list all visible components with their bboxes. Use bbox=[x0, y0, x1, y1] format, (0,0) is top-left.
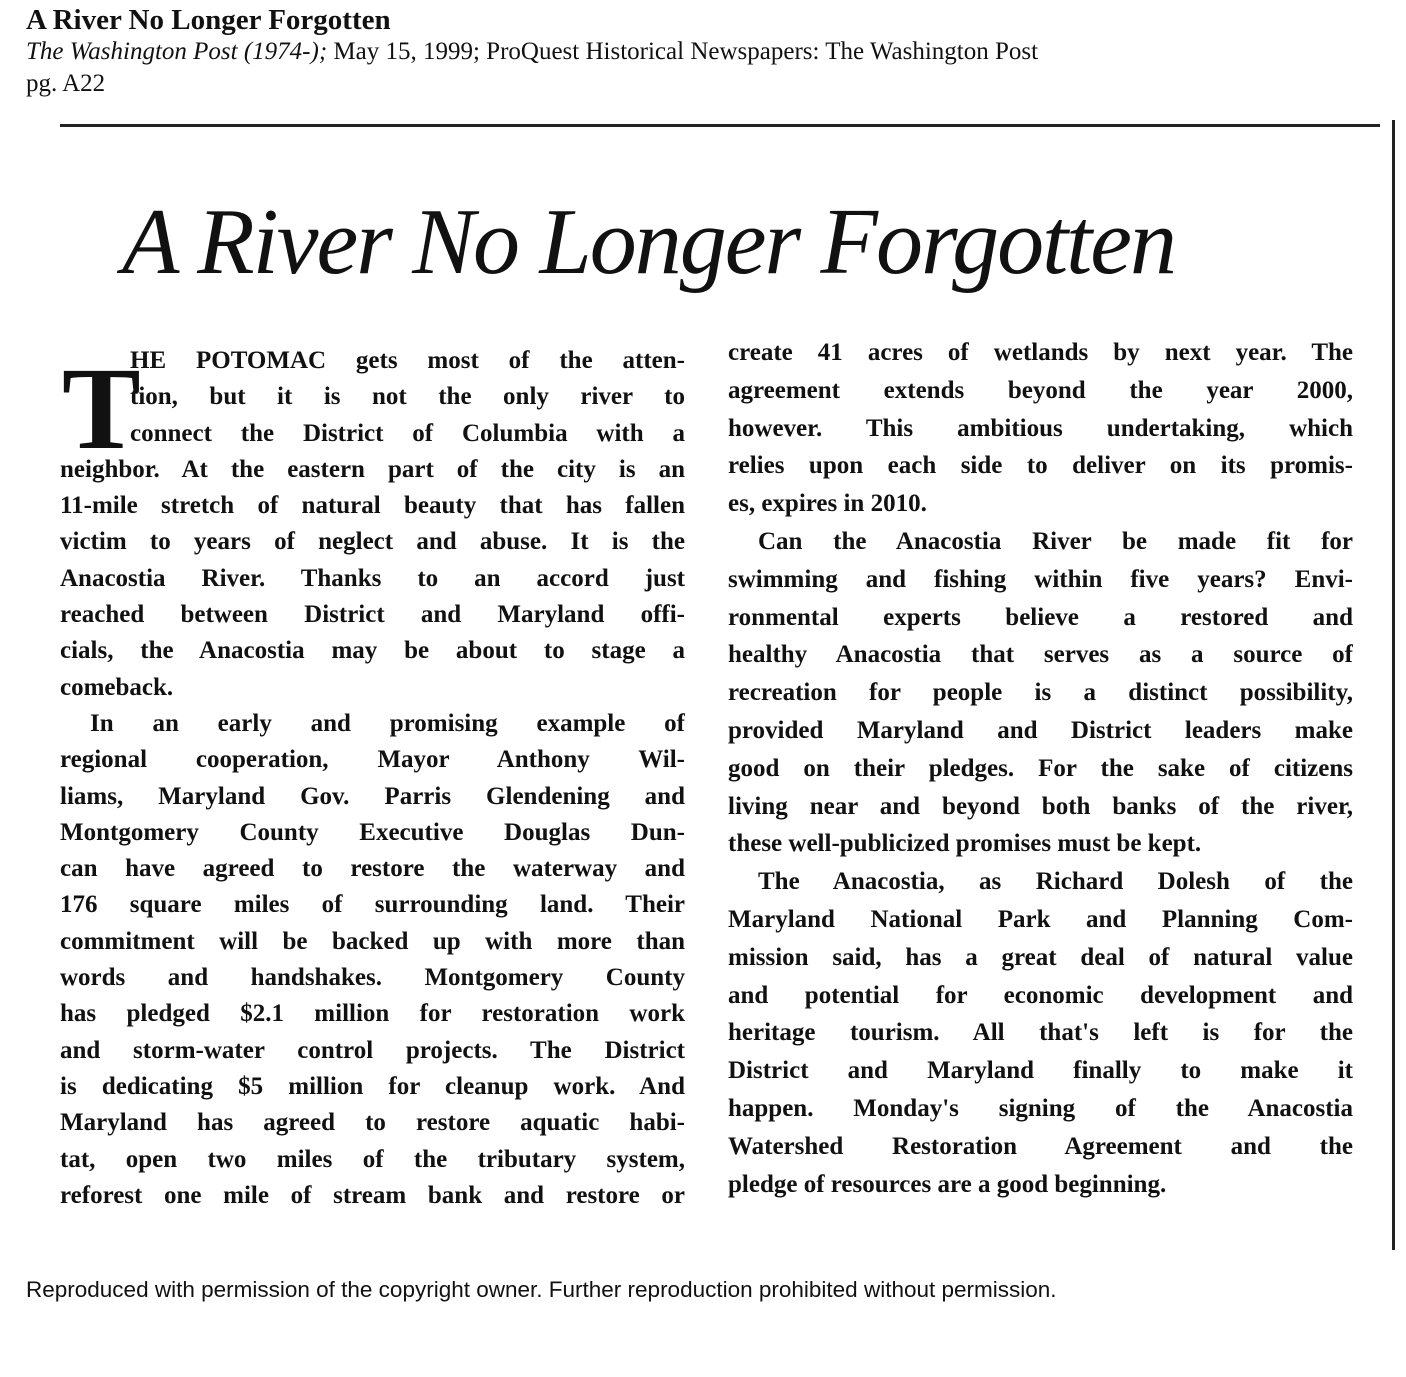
text-line: has pledged $2.1 million for restoration work bbox=[60, 1000, 685, 1028]
text-line: regional cooperation, Mayor Anthony Wil- bbox=[60, 746, 685, 774]
text-line: neighbor. At the eastern part of the city is an bbox=[60, 455, 685, 483]
article-column-right bbox=[728, 334, 1353, 1203]
document-title: A River No Longer Forgotten bbox=[26, 4, 391, 36]
text-line: ronmental experts believe a restored and bbox=[728, 603, 1353, 631]
text-line: es, expires in 2010. bbox=[728, 490, 927, 518]
text-line: pledge of resources are a good beginning. bbox=[728, 1170, 1167, 1198]
paragraph bbox=[728, 863, 1353, 1203]
text-line: good on their pledges. For the sake of citizens bbox=[728, 754, 1353, 782]
text-line: connect the District of Columbia with a bbox=[130, 419, 685, 447]
text-line: agreement extends beyond the year 2000, bbox=[728, 376, 1353, 404]
text-line: create 41 acres of wetlands by next year. The bbox=[728, 339, 1353, 366]
text-line: Montgomery County Executive Douglas Dun- bbox=[60, 818, 685, 846]
page-number: pg. A22 bbox=[26, 70, 106, 97]
text-line: living near and beyond both banks of the river, bbox=[728, 792, 1353, 820]
text-line: heritage tourism. All that's left is for the bbox=[728, 1019, 1353, 1047]
text-line: relies upon each side to deliver on its promis- bbox=[728, 452, 1353, 480]
text-line: In an early and promising example of bbox=[90, 709, 685, 737]
text-line: Can the Anacostia River be made fit for bbox=[758, 527, 1353, 555]
text-line: reached between District and Maryland offi- bbox=[60, 601, 685, 629]
text-line: is dedicating $5 million for cleanup work. And bbox=[60, 1072, 685, 1100]
text-line: and potential for economic development and bbox=[728, 981, 1353, 1009]
article-headline: A River No Longer Forgotten bbox=[122, 190, 1176, 294]
text-line: words and handshakes. Montgomery County bbox=[60, 964, 685, 992]
text-line: swimming and fishing within five years? Envi- bbox=[728, 565, 1353, 593]
text-line: comeback. bbox=[60, 673, 174, 701]
text-line: 176 square miles of surrounding land. Their bbox=[60, 891, 685, 919]
drop-cap: T bbox=[62, 343, 141, 474]
text-line: and storm-water control projects. The District bbox=[60, 1036, 685, 1064]
paragraph bbox=[728, 523, 1353, 863]
source-line bbox=[26, 38, 1038, 66]
article-column-left bbox=[60, 343, 685, 1214]
text-line: Watershed Restoration Agreement and the bbox=[728, 1132, 1353, 1160]
top-rule-divider bbox=[60, 124, 1380, 127]
text-line: provided Maryland and District leaders make bbox=[728, 716, 1353, 744]
text-line: recreation for people is a distinct possibility, bbox=[728, 679, 1353, 707]
text-line: these well-publicized promises must be kept. bbox=[728, 830, 1202, 858]
paragraph bbox=[728, 334, 1353, 523]
text-line: tat, open two miles of the tributary system, bbox=[60, 1145, 685, 1173]
copyright-notice: Reproduced with permission of the copyright owner. Further reproduction prohibited without permission. bbox=[26, 1277, 1057, 1302]
publication-name: The Washington Post (1974-); bbox=[26, 38, 328, 65]
text-line: Maryland National Park and Planning Com- bbox=[728, 905, 1353, 933]
text-line: 11-mile stretch of natural beauty that has fallen bbox=[60, 492, 685, 520]
text-line: tion, but it is not the only river to bbox=[130, 383, 685, 411]
text-line: Maryland has agreed to restore aquatic habi- bbox=[60, 1109, 685, 1137]
text-line: HE POTOMAC gets most of the atten- bbox=[130, 347, 685, 374]
paragraph bbox=[60, 706, 685, 1214]
text-line: The Anacostia, as Richard Dolesh of the bbox=[758, 868, 1353, 896]
text-line: can have agreed to restore the waterway and bbox=[60, 855, 685, 883]
text-line: mission said, has a great deal of natural value bbox=[728, 943, 1353, 971]
text-line: healthy Anacostia that serves as a source of bbox=[728, 641, 1353, 669]
right-rule-divider bbox=[1392, 120, 1395, 1250]
text-line: commitment will be backed up with more than bbox=[60, 927, 685, 955]
text-line: cials, the Anacostia may be about to stage a bbox=[60, 637, 685, 665]
text-line: Anacostia River. Thanks to an accord just bbox=[60, 564, 685, 592]
text-line: happen. Monday's signing of the Anacostia bbox=[728, 1094, 1353, 1122]
text-line: District and Maryland finally to make it bbox=[728, 1057, 1353, 1085]
text-line: reforest one mile of stream bank and restore or bbox=[60, 1181, 685, 1209]
source-details: May 15, 1999; ProQuest Historical Newspapers: The Washington Post bbox=[327, 38, 1039, 65]
text-line: however. This ambitious undertaking, which bbox=[728, 414, 1353, 442]
paragraph bbox=[60, 343, 685, 706]
text-line: victim to years of neglect and abuse. It is the bbox=[60, 528, 685, 556]
text-line: liams, Maryland Gov. Parris Glendening and bbox=[60, 782, 685, 810]
